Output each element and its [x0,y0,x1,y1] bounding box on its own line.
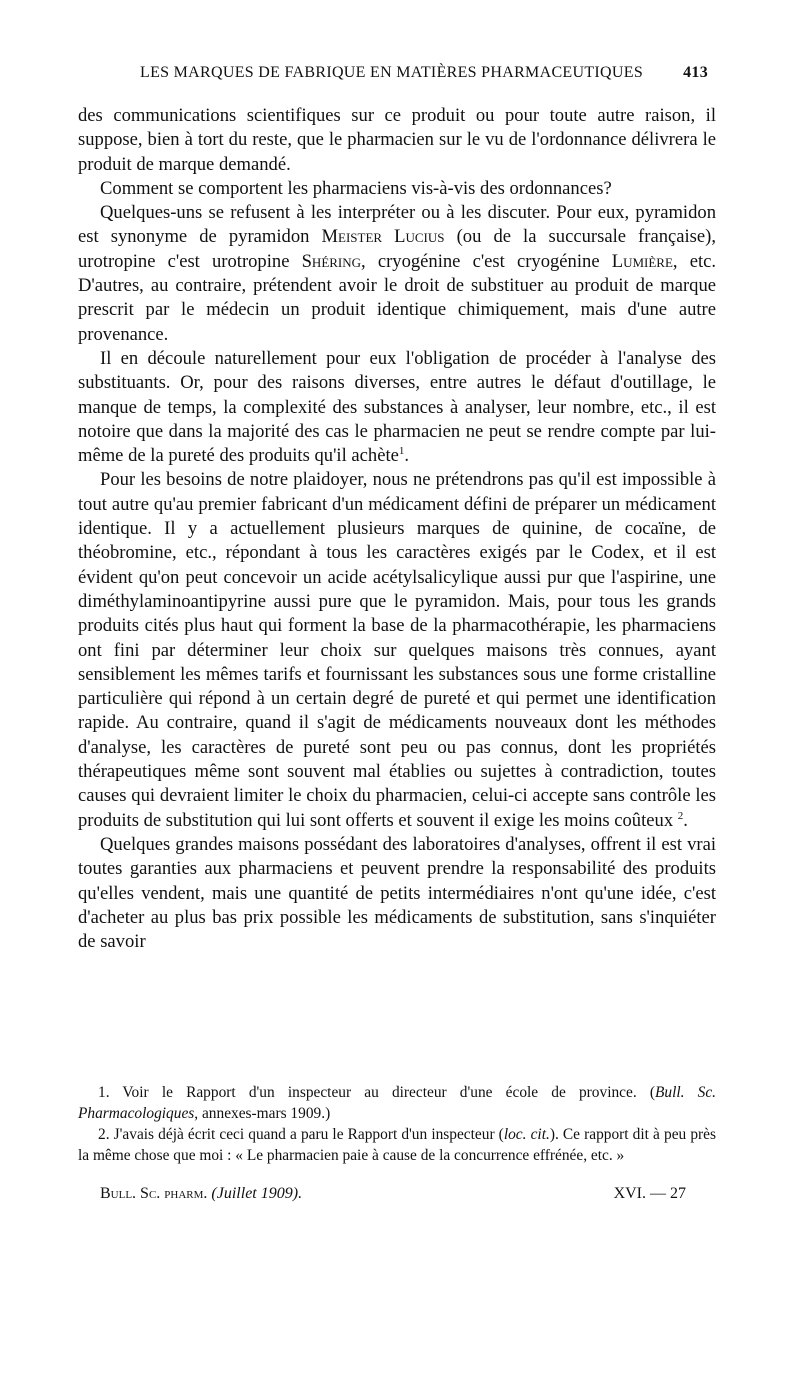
paragraph-4: Il en découle naturellement pour eux l'obligation de procéder à l'analyse des substituants. Or, pour des raisons diverses, entre autres le défaut d'outillage, le manque de temps, la complexité des substances à analyser, leur nombre, etc., il est notoire que dans la majorité des cas le pharmacien ne peut se rendre compte par lui-même de la pureté des produits qu'il achète$^1$. [78,347,716,467]
page-footer [100,1185,686,1207]
footer-signature: XVI. — 27 [613,1185,686,1202]
footnote-1-journal: Bull. Sc. Pharmacologiques [78,1084,717,1122]
running-title: LES MARQUES DE FABRIQUE EN MATIÈRES PHARMACEUTIQUES [140,64,644,81]
footnote-2-ref: loc. cit. [503,1126,550,1143]
brand-meister-lucius: Meister Lucius [321,226,445,248]
paragraph-3: Quelques-uns se refusent à les interpréter ou à les discuter. Pour eux, pyramidon est synonyme de pyramidon Meister Lucius (ou de la succursale française), urotropine c'est urotropine Shéring, cryogénine c'est cryogénine Lumière, etc. D'autres, au contraire, prétendent avoir le droit de substituer au produit de marque prescrit par le médecin un produit identique chimiquement, mais d'une autre provenance. [78,202,717,345]
paragraph-2: Comment se comportent les pharmaciens vis-à-vis des ordonnances? [100,177,612,199]
footnote-ref-2: 2 [677,809,684,822]
footer-issue: (Juillet 1909). [211,1185,303,1202]
brand-shering: Shéring [301,250,362,272]
footnote-ref-1: 1 [398,444,405,457]
paragraph-6: Quelques grandes maisons possédant des laboratoires d'analyses, offrent il est vrai toutes garanties aux pharmaciens et peuvent prendre la responsabilité des produits qu'elles vendent, mais une quantité de petits intermédiaires n'ont qu'une idée, c'est d'acheter au plus bas prix possible les médicaments de substitution, sans s'inquiéter de savoir [78,833,716,953]
page-header [78,64,708,90]
page-number: 413 [683,64,708,81]
body-text [78,104,716,954]
brand-lumiere: Lumière [611,250,673,272]
footnote-1: 1. Voir le Rapport d'un inspecteur au directeur d'une école de province. (Bull. Sc. Pharmacologiques, annexes-mars 1909.) [78,1084,717,1122]
footnote-2: 2. J'avais déjà écrit ceci quand a paru le Rapport d'un inspecteur (loc. cit.). Ce rapport dit à peu près la même chose que moi : « Le pharmacien paie à cause de la concurrence effrénée, etc. » [78,1126,716,1164]
paragraph-5: Pour les besoins de notre plaidoyer, nous ne prétendrons pas qu'il est impossible à tout autre qu'au premier fabricant d'un médicament défini de préparer un médicament identique. Il y a actuellement plusieurs marques de quinine, de cocaïne, de théobromine, etc., répondant à tous les caractères exigés par le Codex, et il est évident qu'on peut concevoir un acide acétylsalicylique aussi pur que l'aspirine, une diméthylaminoantipyrine aussi pure que le pyramidon. Mais, pour tous les grands produits cités plus haut qui forment la base de la pharmacothérapie, les pharmaciens ont fini par déterminer leur choix sur quelques maisons très connues, ayant sensiblement les mêmes tarifs et fournissant les substances sous une forme cristalline particulière qui répond à un certain degré de pureté et qui permet une identification rapide. Au contraire, quand il s'agit de médicaments nouveaux dont les méthodes d'analyse, les caractères de pureté sont peu ou pas connus, dont les propriétés thérapeutiques même sont souvent mal établies ou sujettes à contradiction, toutes causes qui devraient limiter le choix du pharmacien, celui-ci accepte sans contrôle les produits de substitution qui lui sont offerts et souvent il exige les moins coûteux $^2$. [78,469,716,831]
footnotes [78,1082,716,1166]
footer-journal: Bull. Sc. pharm. (Juillet 1909). [100,1185,303,1202]
paragraph-1: des communications scientifiques sur ce produit ou pour toute autre raison, il suppose, bien à tort du reste, que le pharmacien sur le vu de l'ordonnance délivrera le produit de marque demandé. [78,105,716,175]
